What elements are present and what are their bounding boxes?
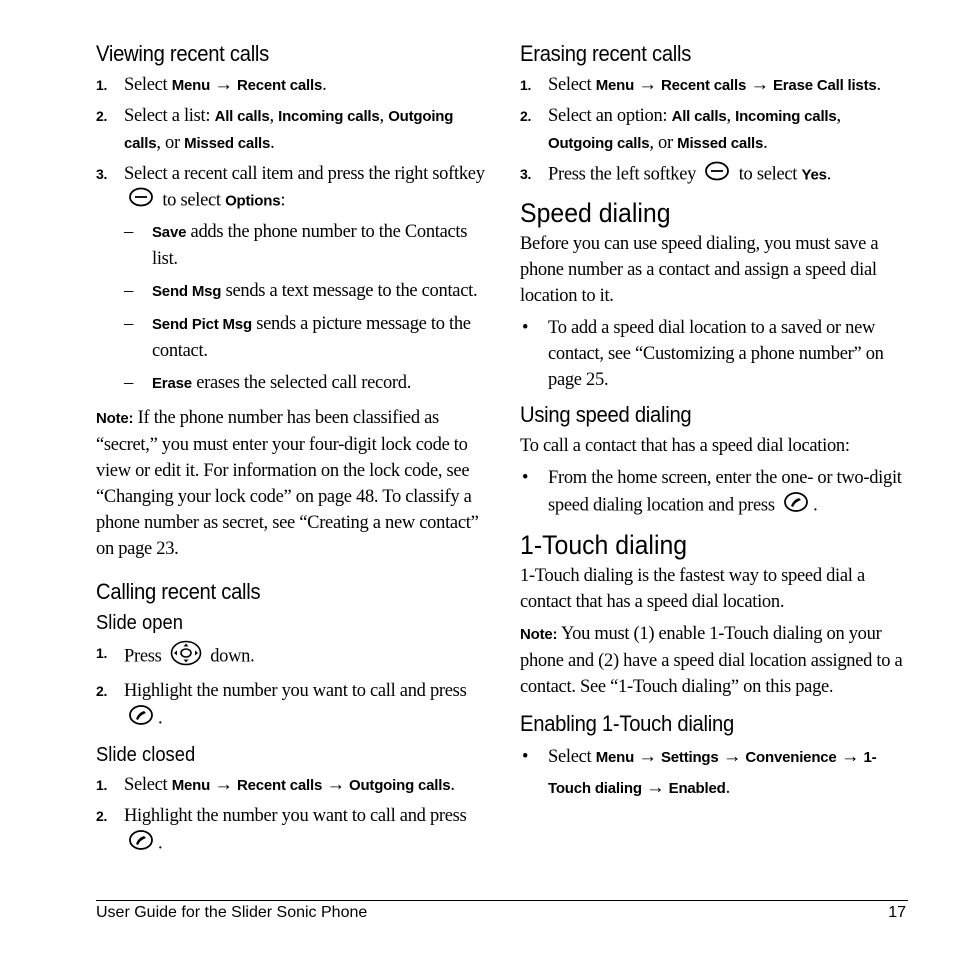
option-key: Send Msg bbox=[152, 283, 222, 300]
option-item bbox=[124, 219, 486, 272]
all-calls-key: All calls bbox=[214, 108, 270, 125]
bullet: • bbox=[522, 318, 529, 338]
punct: . bbox=[158, 708, 163, 729]
punct: , bbox=[836, 106, 841, 126]
step-number: 1. bbox=[96, 777, 108, 793]
erasing-step-1 bbox=[520, 72, 910, 99]
step-text: Select bbox=[548, 75, 596, 95]
convenience-key: Convenience bbox=[745, 749, 837, 766]
yes-key: Yes bbox=[801, 166, 827, 184]
viewing-recent-calls-heading: Viewing recent calls bbox=[96, 41, 269, 66]
step-text: Select bbox=[124, 775, 172, 795]
step-text: Press the left softkey bbox=[548, 164, 697, 185]
arrow: → bbox=[641, 778, 669, 798]
note-text: You must (1) enable 1-Touch dialing on your phone and (2) have a speed dial location assigned to a contact. See “1-Touch dialing” on this page. bbox=[520, 624, 903, 697]
step-number: 3. bbox=[520, 166, 532, 182]
page-number: 17 bbox=[888, 904, 906, 921]
softkey-icon bbox=[128, 187, 154, 215]
punct: , or bbox=[156, 133, 185, 153]
one-touch-note bbox=[520, 621, 910, 700]
slide-open-steps bbox=[96, 640, 486, 734]
erasing-recent-calls-heading: Erasing recent calls bbox=[520, 41, 692, 66]
nav-key-icon bbox=[170, 640, 202, 674]
step-number: 1. bbox=[96, 77, 108, 93]
punct: . bbox=[876, 75, 881, 95]
erasing-steps bbox=[520, 72, 910, 189]
erase-call-lists-key: Erase Call lists bbox=[772, 77, 877, 94]
missed-calls-key: Missed calls bbox=[677, 135, 764, 152]
arrow: → bbox=[746, 75, 773, 95]
footer-title: User Guide for the Slider Sonic Phone bbox=[96, 904, 368, 921]
send-key-icon bbox=[128, 704, 154, 734]
arrow: → bbox=[210, 75, 237, 95]
step-number: 2. bbox=[96, 683, 108, 699]
using-speed-dialing-bullets bbox=[520, 465, 910, 521]
step-text: Press bbox=[124, 646, 162, 667]
step-text: Select a list: bbox=[124, 106, 215, 126]
slide-closed-steps bbox=[96, 772, 486, 859]
note-label: Note: bbox=[96, 410, 134, 427]
missed-calls-key: Missed calls bbox=[184, 135, 271, 152]
one-touch-dialing-heading: 1-Touch dialing bbox=[520, 530, 688, 560]
punct: . bbox=[322, 75, 327, 95]
spacer bbox=[96, 568, 486, 578]
settings-key: Settings bbox=[660, 749, 719, 766]
step-text: Select an option: bbox=[548, 106, 672, 126]
step-text: down. bbox=[205, 646, 255, 667]
secret-note bbox=[96, 405, 486, 562]
one-touch-dialing-key: 1-Touch dialing bbox=[548, 749, 877, 797]
slide-open-heading: Slide open bbox=[96, 612, 183, 634]
outgoing-calls-key: Outgoing calls bbox=[348, 777, 451, 794]
punct: . bbox=[813, 495, 818, 516]
option-item bbox=[124, 370, 486, 397]
slide-open-step-2 bbox=[96, 678, 486, 734]
viewing-steps bbox=[96, 72, 486, 397]
list-item bbox=[520, 315, 910, 393]
erasing-step-3 bbox=[520, 161, 910, 189]
using-speed-dialing-heading: Using speed dialing bbox=[520, 402, 692, 427]
bullet-text: To add a speed dial location to a saved or new contact, see “Customizing a phone number” on page 25. bbox=[548, 318, 884, 390]
step-number: 3. bbox=[96, 166, 108, 182]
footer-divider bbox=[96, 900, 908, 901]
punct: , bbox=[379, 106, 389, 126]
right-column bbox=[520, 40, 910, 812]
erasing-step-2 bbox=[520, 103, 910, 157]
arrow: → bbox=[634, 75, 661, 95]
option-key: Save bbox=[152, 224, 187, 241]
step-text: to select bbox=[158, 190, 226, 211]
option-text: erases the selected call record. bbox=[191, 373, 412, 393]
punct: , or bbox=[649, 133, 678, 153]
speed-dialing-heading: Speed dialing bbox=[520, 198, 671, 228]
option-item bbox=[124, 311, 486, 364]
outgoing-calls-key: Outgoing calls bbox=[124, 108, 454, 152]
recent-calls-key: Recent calls bbox=[236, 77, 323, 94]
all-calls-key: All calls bbox=[671, 108, 727, 125]
recent-calls-key: Recent calls bbox=[660, 77, 747, 94]
punct: , bbox=[726, 106, 736, 126]
viewing-step-1 bbox=[96, 72, 486, 99]
viewing-step-3 bbox=[96, 161, 486, 397]
step-number: 1. bbox=[96, 645, 108, 661]
softkey-icon bbox=[704, 161, 730, 189]
incoming-calls-key: Incoming calls bbox=[735, 108, 837, 125]
punct: . bbox=[450, 775, 455, 795]
option-key: Send Pict Msg bbox=[152, 316, 252, 333]
arrow: → bbox=[634, 747, 661, 767]
step-number: 1. bbox=[520, 77, 532, 93]
punct: . bbox=[826, 164, 832, 185]
punct: , bbox=[269, 106, 279, 126]
enabling-one-touch-heading: Enabling 1-Touch dialing bbox=[520, 711, 734, 736]
step-text: to select bbox=[734, 164, 802, 185]
speed-dialing-intro: Before you can use speed dialing, you must save a phone number as a contact and assign a speed dial location to it. bbox=[520, 234, 879, 306]
slide-closed-step-1 bbox=[96, 772, 486, 799]
bullet: • bbox=[522, 468, 529, 488]
option-text: sends a text message to the contact. bbox=[221, 281, 478, 301]
send-key-icon bbox=[128, 829, 154, 859]
punct: : bbox=[280, 190, 286, 211]
list-item bbox=[520, 742, 910, 804]
step-text: Select bbox=[124, 75, 172, 95]
arrow: → bbox=[210, 775, 237, 795]
option-text: sends a picture message to the contact. bbox=[152, 314, 471, 361]
slide-closed-heading: Slide closed bbox=[96, 744, 196, 766]
punct: . bbox=[270, 133, 275, 153]
step-number: 2. bbox=[96, 108, 108, 124]
dash: – bbox=[124, 373, 133, 393]
left-column bbox=[96, 40, 486, 867]
arrow: → bbox=[836, 747, 864, 767]
using-speed-dialing-intro: To call a contact that has a speed dial location: bbox=[520, 436, 850, 456]
step-text: Highlight the number you want to call and press bbox=[124, 681, 467, 701]
punct: . bbox=[158, 833, 163, 854]
dash: – bbox=[124, 222, 133, 242]
bullet-text: From the home screen, enter the one- or two-digit speed dialing location and press bbox=[548, 468, 902, 516]
bullet: • bbox=[522, 747, 529, 767]
arrow: → bbox=[718, 747, 746, 767]
arrow: → bbox=[322, 775, 349, 795]
option-item bbox=[124, 278, 486, 305]
menu-key: Menu bbox=[595, 77, 635, 94]
dash: – bbox=[124, 281, 133, 301]
outgoing-calls-key: Outgoing calls bbox=[548, 135, 650, 152]
recent-calls-key: Recent calls bbox=[236, 777, 323, 794]
calling-recent-calls-heading: Calling recent calls bbox=[96, 579, 261, 604]
enabled-key: Enabled bbox=[668, 780, 726, 797]
menu-key: Menu bbox=[595, 749, 635, 766]
list-item bbox=[520, 465, 910, 521]
punct: . bbox=[725, 778, 730, 798]
option-key: Erase bbox=[152, 375, 192, 392]
step-number: 2. bbox=[96, 808, 108, 824]
step-number: 2. bbox=[520, 108, 532, 124]
send-key-icon bbox=[783, 491, 809, 521]
slide-closed-step-2 bbox=[96, 803, 486, 859]
note-text: If the phone number has been classified as “secret,” you must enter your four-digit lock code to view or edit it. For information on the lock code, see “Changing your lock code” on page 48. To classify a phone number as secret, see “Creating a new contact” on page 23. bbox=[96, 408, 479, 559]
options-list bbox=[124, 219, 486, 397]
step-text: Select a recent call item and press the right softkey bbox=[124, 164, 485, 184]
options-key: Options bbox=[225, 192, 281, 210]
option-text: adds the phone number to the Contacts list. bbox=[152, 222, 468, 269]
incoming-calls-key: Incoming calls bbox=[278, 108, 380, 125]
menu-key: Menu bbox=[171, 777, 211, 794]
punct: . bbox=[763, 133, 768, 153]
note-label: Note: bbox=[520, 626, 558, 643]
step-text: Highlight the number you want to call and press bbox=[124, 806, 467, 826]
dash: – bbox=[124, 314, 133, 334]
speed-dialing-bullets bbox=[520, 315, 910, 393]
enabling-bullets bbox=[520, 742, 910, 804]
one-touch-intro: 1-Touch dialing is the fastest way to speed dial a contact that has a speed dial location. bbox=[520, 566, 865, 612]
menu-key: Menu bbox=[171, 77, 211, 94]
slide-open-step-1 bbox=[96, 640, 486, 674]
bullet-text: Select bbox=[548, 747, 596, 767]
viewing-step-2 bbox=[96, 103, 486, 157]
